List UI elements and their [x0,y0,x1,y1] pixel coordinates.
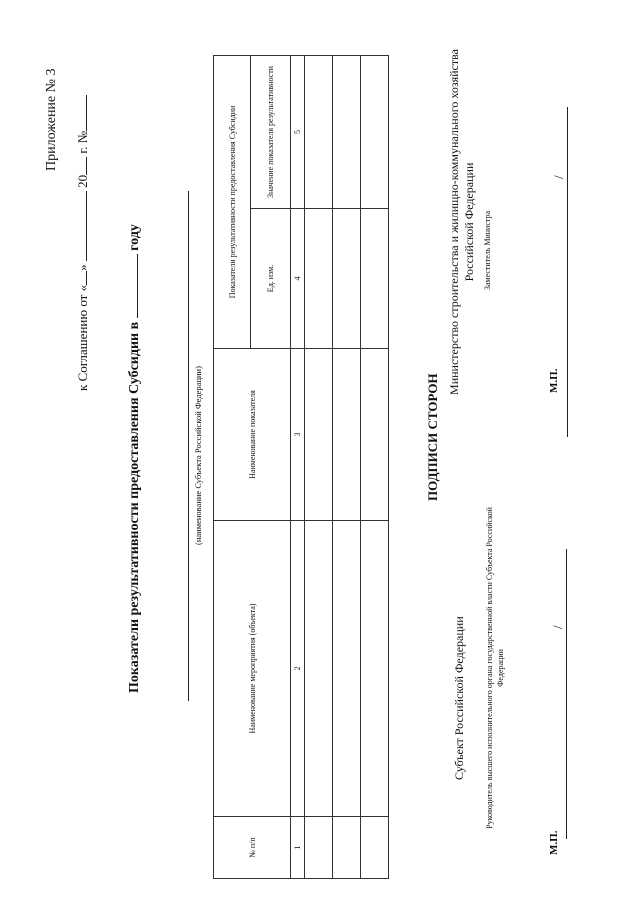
table-cell [305,817,333,879]
month-blank [76,191,87,261]
left-signature-line [552,549,567,839]
table-row [361,56,389,879]
table-cell [361,349,389,521]
table-cell [305,349,333,521]
agreement-reference [75,95,91,391]
agreement-year-prefix: 20 [75,174,90,188]
document-title-suffix: году [127,224,142,251]
document-title [125,224,143,693]
header-group: Показатели результативности предоставления Субсидии [214,56,251,349]
subject-name-line [188,191,189,701]
appendix-title: Приложение № 3 [44,68,59,171]
day-blank [76,271,87,285]
index-cell: 5 [291,56,305,209]
left-party-name: Субъект Российской Федерации [452,616,466,780]
table-cell [305,56,333,209]
index-cell: 2 [291,521,305,817]
table-cell [361,56,389,209]
index-row [291,56,305,879]
index-cell: 1 [291,817,305,879]
table-row [333,56,361,879]
agreement-prefix: к Соглашению от « [75,284,90,391]
subject-name-caption: (наименование Субъекта Российской Федерации) [193,366,203,545]
header-number: № п/п [214,817,291,879]
number-blank [76,95,87,131]
header-value: Значение показателя результативности [251,56,291,209]
signature-separator: / [550,625,565,629]
left-signatory-position: Руководитель высшего исполнительного органа государственной власти Субъекта Российской Федерации [485,507,505,829]
table-cell [361,817,389,879]
right-party-name: Министерство строительства и жилищно-коммунального хозяйства Российской Федерации [447,49,476,395]
document-title-text: Показатели результативности предоставления Субсидии в [127,321,142,693]
index-cell: 3 [291,349,305,521]
header-indicator: Наименование показателя [214,349,291,521]
table-row [305,56,333,879]
year-blank [76,157,87,175]
table-cell [305,209,333,349]
agreement-quote-close: » [75,264,90,271]
table-cell [333,521,361,817]
table-cell [361,209,389,349]
right-stamp-label: М.П. [548,368,560,393]
left-stamp-label: М.П. [548,830,560,855]
header-unit: Ед. изм. [251,209,291,349]
table-cell [333,209,361,349]
signatures-heading: ПОДПИСИ СТОРОН [425,373,440,501]
table-cell [361,521,389,817]
results-table [213,55,389,879]
table-cell [333,817,361,879]
agreement-suffix: г. № [75,130,90,154]
signature-separator: / [551,175,566,179]
table-cell [305,521,333,817]
table-cell [333,56,361,209]
table-cell [333,349,361,521]
year-title-blank [125,254,138,318]
index-cell: 4 [291,209,305,349]
header-event: Наименование мероприятия (объекта) [214,521,291,817]
right-signatory-position: Заместитель Министра [483,210,492,290]
